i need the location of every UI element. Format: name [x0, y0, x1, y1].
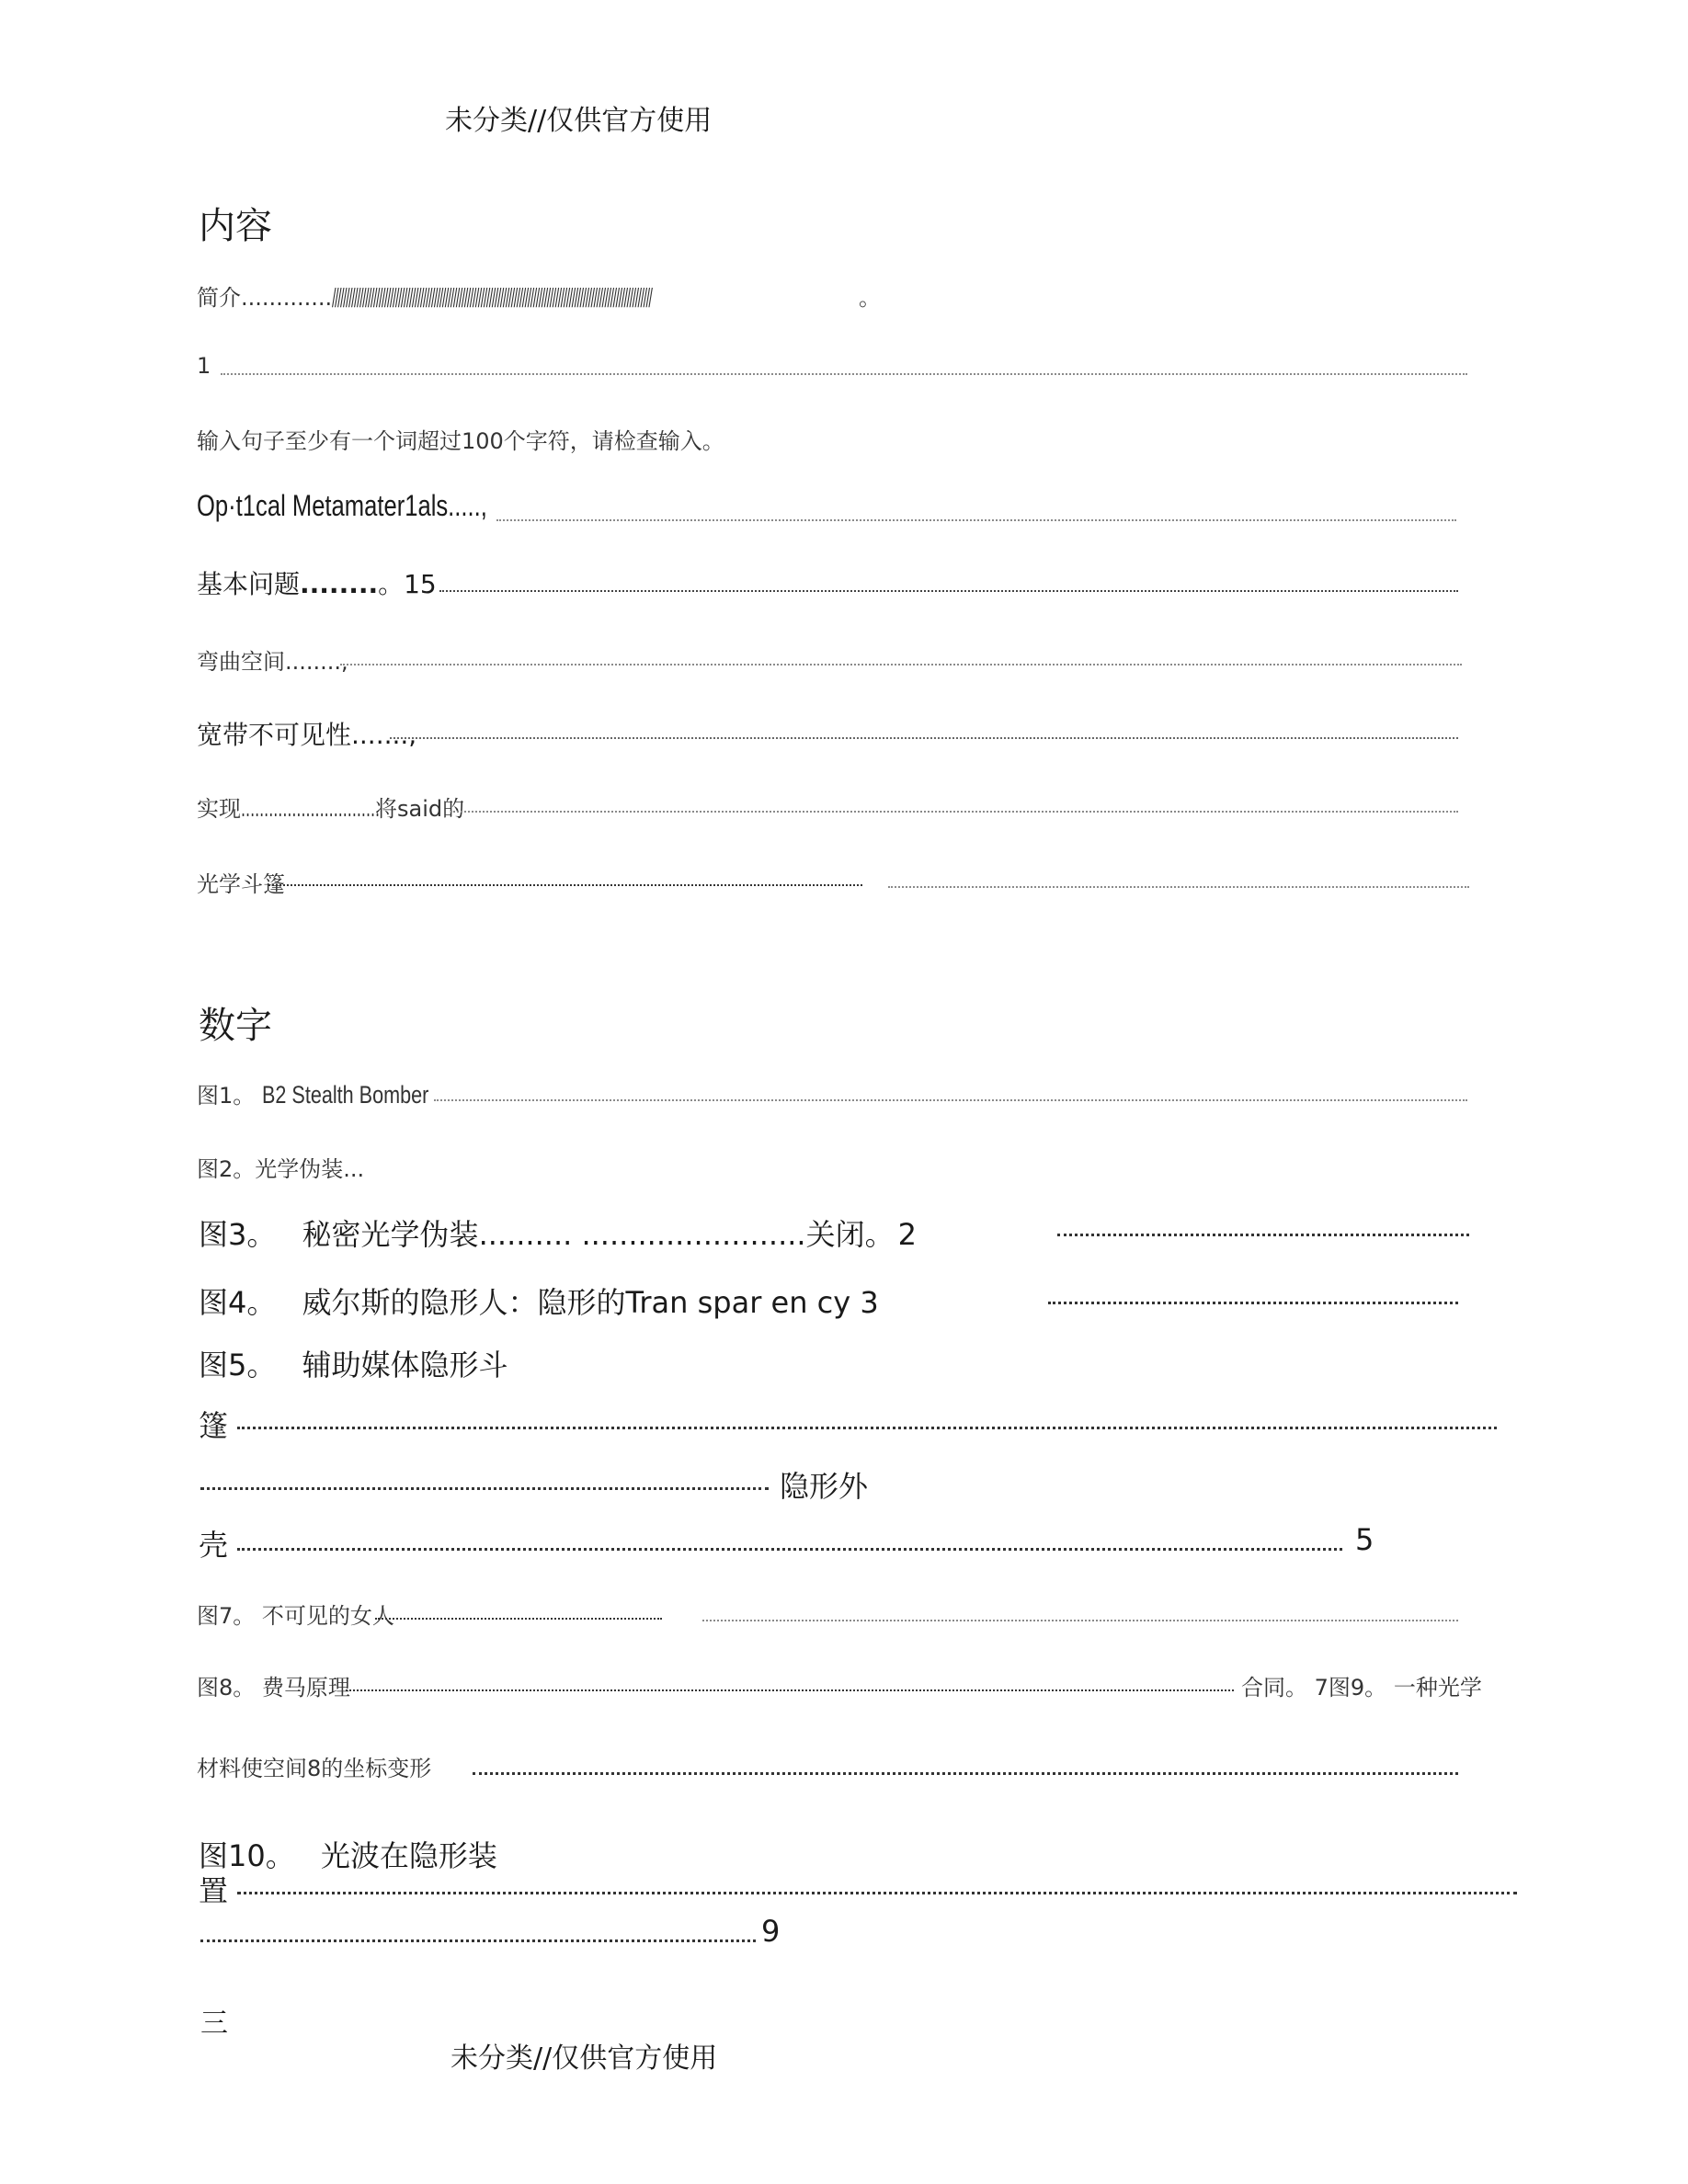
figure-number: 7图9。 [1314, 1675, 1387, 1701]
figure-number: 图4。 [199, 1285, 277, 1320]
figure-number: 图10。 [199, 1838, 295, 1873]
toc-label: Op·t1cal Metamater1als....., [197, 489, 487, 522]
toc-label: 基本问题 [197, 569, 301, 599]
figure-leader [346, 1689, 1234, 1691]
figure-page: 2 [897, 1217, 917, 1252]
figure-label: 秘密光学伪装 [302, 1217, 479, 1252]
toc-entry-optical-cloak[interactable] [197, 866, 285, 898]
figure-entry-10[interactable] [199, 1833, 497, 1875]
figure-entry-9[interactable] [1241, 1669, 1482, 1701]
figure-continuation: 篷 [199, 1408, 229, 1443]
toc-leader [888, 886, 1469, 888]
toc-leader [390, 737, 1458, 739]
figure-continuation: 置 [199, 1873, 229, 1908]
figure-continuation: 壳 [199, 1528, 229, 1563]
toc-leader [439, 590, 1458, 592]
toc-entry-intro[interactable] [197, 279, 946, 312]
figure-number: 图1。 [197, 1083, 256, 1109]
figure-dots: .......... [478, 1217, 573, 1252]
figure-label: 一种光学 [1393, 1675, 1482, 1701]
figure-label: 威尔斯的隐形人：隐形的Tran spar en cy 3 [302, 1285, 879, 1320]
figure-tail: 关闭。 [805, 1217, 895, 1252]
figure-label: 光学伪装... [255, 1156, 365, 1182]
toc-leader [496, 519, 1456, 521]
figure-leader [702, 1620, 1458, 1621]
figure-leader [200, 1487, 769, 1490]
figure-leader [473, 1772, 1458, 1775]
toc-entry-basic-problems[interactable] [197, 564, 437, 601]
toc-page: 。15 [378, 569, 437, 599]
figure-label: 费马原理 [261, 1675, 350, 1701]
figure-entry-7[interactable] [197, 1598, 394, 1630]
figure-next-label: 隐形外 [780, 1469, 869, 1504]
toc-slashes: //////////////////////////////////////////////////////////////////////////////////////////////////////////////////// [332, 284, 652, 312]
figure-leader [1057, 1234, 1469, 1236]
toc-dots: ............. [241, 285, 333, 311]
toc-dots: ........ [300, 569, 379, 599]
toc-leader [340, 664, 1462, 665]
classification-footer: 未分类//仅供官方使用 [451, 2042, 718, 2075]
figure-label: 辅助媒体隐形斗 [302, 1348, 508, 1382]
figures-heading: 数字 [199, 1005, 272, 1047]
toc-intro-tail: 。 [859, 285, 881, 311]
figure-leader [1048, 1302, 1458, 1304]
figure-entry-3[interactable] [199, 1211, 917, 1254]
toc-label: 光学斗篷 [197, 871, 285, 897]
figure-leader [375, 1618, 662, 1620]
figure-page: 5 [1355, 1522, 1374, 1557]
figure-number: 图3。 [199, 1217, 277, 1252]
toc-leader [268, 884, 862, 886]
toc-entry-optical-metamaterials[interactable] [197, 489, 560, 523]
contents-heading: 内容 [199, 205, 272, 247]
figure-leader [237, 1548, 1342, 1551]
figure-label: 不可见的女人 [261, 1603, 394, 1629]
toc-dots: .............................. [241, 796, 381, 822]
figure-label: B2 Stealth Bomber [261, 1081, 429, 1109]
figure-entry-5[interactable] [199, 1342, 508, 1384]
figure-entry-2[interactable] [197, 1151, 364, 1183]
figure-leader [434, 1099, 1467, 1101]
toc-suffix: 将said的 [375, 796, 465, 822]
toc-leader [221, 373, 1467, 375]
figure-number: 图5。 [199, 1348, 277, 1382]
classification-header: 未分类//仅供官方使用 [445, 105, 713, 137]
figure-dots: ........................ [581, 1217, 806, 1252]
toc-note: 输入句子至少有一个词超过100个字符，请检查输入。 [197, 428, 724, 454]
figure-number: 图8。 [197, 1675, 256, 1701]
figure-entry-4[interactable] [199, 1280, 879, 1322]
figure-tail: 合同。 [1241, 1675, 1307, 1701]
toc-entry-1[interactable]: 1 [197, 353, 211, 379]
toc-leader [451, 811, 1458, 813]
figure-leader [237, 1892, 1517, 1894]
page-number: 三 [200, 2008, 228, 2040]
toc-label: 简介 [197, 285, 241, 311]
figure-number: 图7。 [197, 1603, 256, 1629]
figure-page: 9 [761, 1914, 781, 1949]
toc-entry-broadband-invisibility[interactable]: 宽带不可见性......., [197, 720, 417, 750]
toc-entry-curved-space[interactable]: 弯曲空间........, [197, 649, 348, 675]
toc-label: 实现 [197, 796, 241, 822]
figure-continuation: 材料使空间8的坐标变形 [197, 1756, 432, 1781]
figure-number: 图2。 [197, 1156, 256, 1182]
figure-leader [237, 1427, 1497, 1429]
figure-label: 光波在隐形装 [320, 1838, 497, 1873]
figure-leader [200, 1939, 756, 1942]
figure-entry-8[interactable] [197, 1669, 350, 1701]
figure-entry-1[interactable] [197, 1077, 471, 1109]
